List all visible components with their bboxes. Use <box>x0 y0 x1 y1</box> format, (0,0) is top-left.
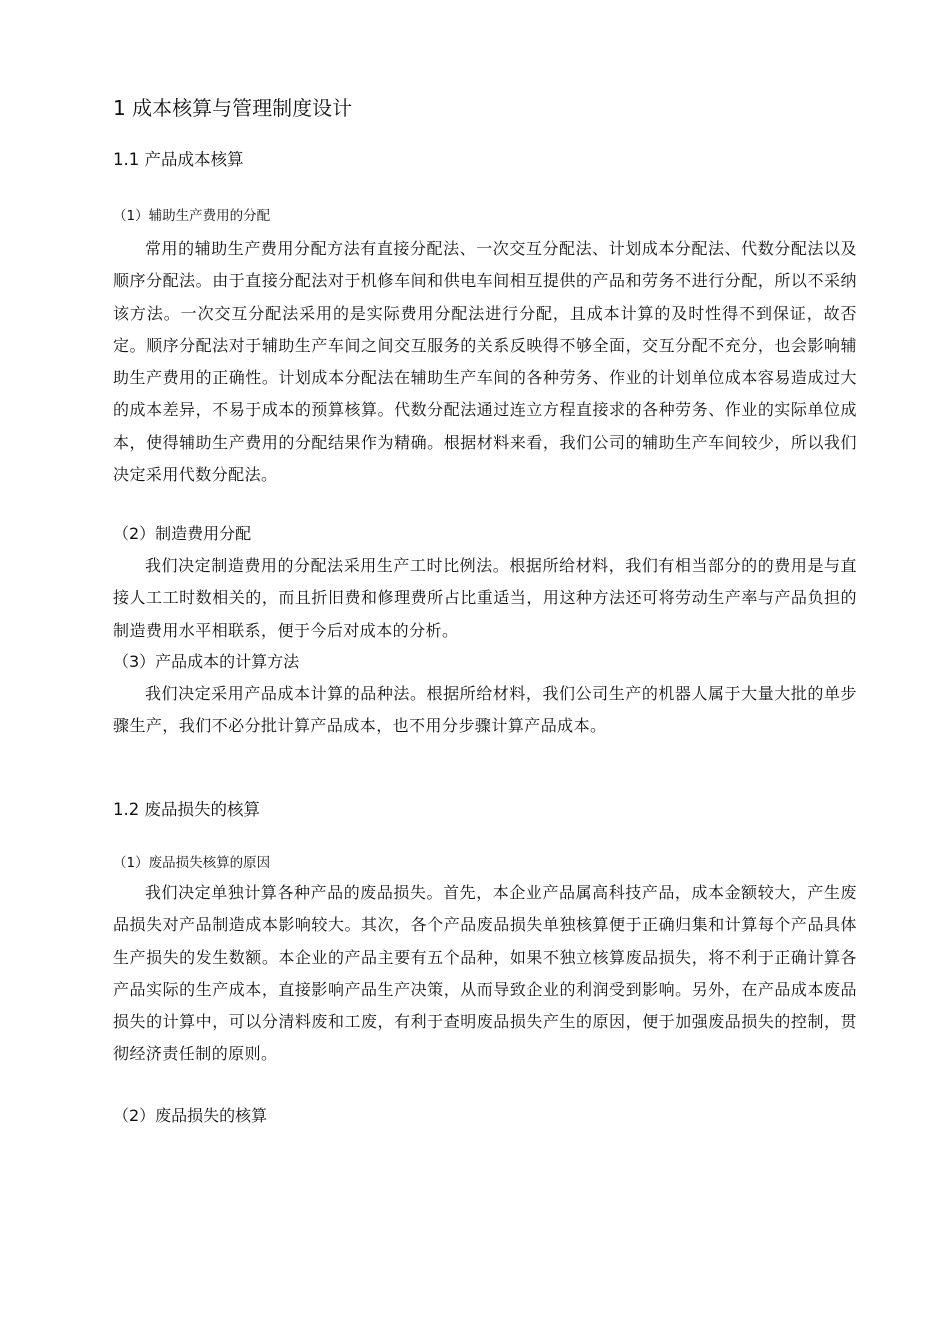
section-heading-1-2: 1.2 废品损失的核算 <box>113 800 260 819</box>
paragraph-manufacturing-overhead: 我们决定制造费用的分配法采用生产工时比例法。根据所给材料，我们有相当部分的的费用是与直接人工工时数相关的，而且折旧费和修理费所占比重适当，用这种方法还可将劳动生产率与产品负担的制造费用水平相联系，便于今后对成本的分析。 <box>113 556 857 640</box>
subsection-heading-manufacturing-overhead: （2）制造费用分配 <box>113 524 252 543</box>
subsection-heading-scrap-loss-accounting: （2）废品损失的核算 <box>113 1106 268 1125</box>
chapter-heading: 1 成本核算与管理制度设计 <box>113 96 353 120</box>
section-heading-1-1: 1.1 产品成本核算 <box>113 150 244 169</box>
paragraph-auxiliary-cost: 常用的辅助生产费用分配方法有直接分配法、一次交互分配法、计划成本分配法、代数分配法以及顺序分配法。由于直接分配法对于机修车间和供电车间相互提供的产品和劳务不进行分配，所以不采纳该方法。一次交互分配法采用的是实际费用分配法进行分配，且成本计算的及时性得不到保证，故否定。顺序分配法对于辅助生产车间之间交互服务的关系反映得不够全面，交互分配不充分，也会影响辅助生产费用的正确性。计划成本分配法在辅助生产车间的各种劳务、作业的计划单位成本容易造成过大的成本差异，不易于成本的预算核算。代数分配法通过连立方程直接求的各种劳务、作业的实际单位成本，使得辅助生产费用的分配结果作为精确。根据材料来看，我们公司的辅助生产车间较少，所以我们决定采用代数分配法。 <box>113 239 857 485</box>
subsection-heading-auxiliary-cost: （1）辅助生产费用的分配 <box>113 208 271 224</box>
paragraph-scrap-loss-reason: 我们决定单独计算各种产品的废品损失。首先，本企业产品属高科技产品，成本金额较大，产生废品损失对产品制造成本影响较大。其次，各个产品废品损失单独核算便于正确归集和计算每个产品具体生产损失的发生数额。本企业的产品主要有五个品种，如果不独立核算废品损失，将不利于正确计算各产品实际的生产成本，直接影响产品生产决策，从而导致企业的利润受到影响。另外，在产品成本废品损失的计算中，可以分清料废和工废，有利于查明废品损失产生的原因，便于加强废品损失的控制，贯彻经济责任制的原则。 <box>113 883 857 1064</box>
paragraph-costing-method: 我们决定采用产品成本计算的品种法。根据所给材料，我们公司生产的机器人属于大量大批的单步骤生产，我们不必分批计算产品成本，也不用分步骤计算产品成本。 <box>113 684 857 736</box>
subsection-heading-costing-method: （3）产品成本的计算方法 <box>113 652 300 671</box>
subsection-heading-scrap-loss-reason: （1）废品损失核算的原因 <box>113 855 271 871</box>
